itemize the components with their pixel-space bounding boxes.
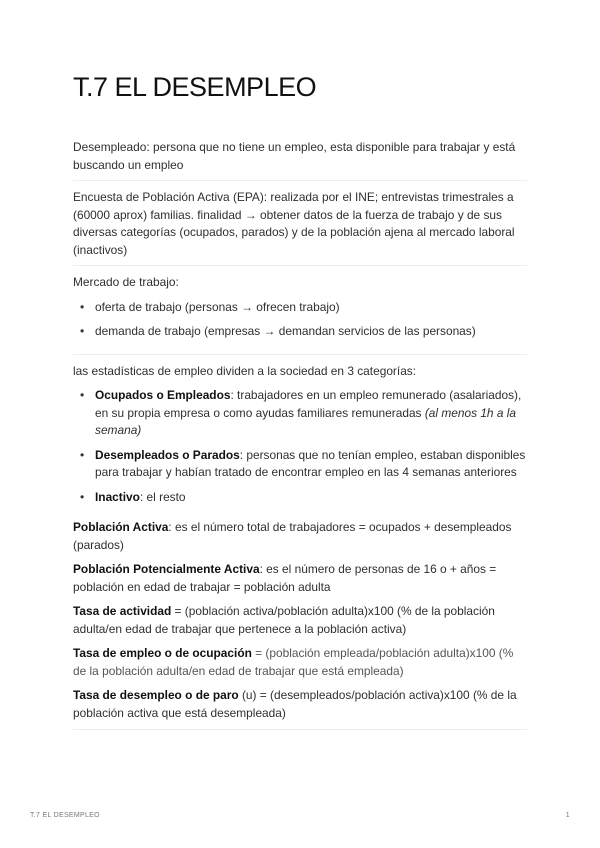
divider bbox=[73, 354, 527, 355]
page-title: T.7 EL DESEMPLEO bbox=[73, 72, 317, 102]
tasa-desempleo-definition: Tasa de desempleo o de paro (u) = (desempleados/población activa)x100 (% de la población activa que está desempleada) bbox=[73, 688, 517, 720]
tasa-empleo-definition: Tasa de empleo o de ocupación = (población empleada/población adulta)x100 (% de la población adulta/en edad de trabajar que está empleada) bbox=[73, 646, 514, 678]
mercado-list bbox=[73, 299, 527, 341]
page-number: 1 bbox=[565, 812, 570, 819]
desempleados-term: Desempleados o Parados bbox=[95, 447, 240, 462]
document-body bbox=[73, 137, 527, 736]
mercado-heading: Mercado de trabajo: bbox=[73, 275, 179, 289]
categorias-list bbox=[73, 387, 527, 506]
ocupados-term: Ocupados o Empleados bbox=[95, 388, 231, 402]
bullet-icon: • bbox=[80, 324, 85, 338]
ocupados-note: (al menos 1h a la semana) bbox=[95, 405, 517, 437]
inactivo-term: Inactivo bbox=[95, 489, 140, 504]
page-footer bbox=[30, 812, 570, 819]
list-item: • demanda de trabajo (empresas → demandan servicios de las personas) bbox=[73, 323, 527, 341]
categorias-heading: las estadísticas de empleo dividen a la sociedad en 3 categorías: bbox=[73, 363, 417, 378]
list-item: • Ocupados o Empleados: trabajadores en un empleo remunerado (asalariados), en su propia empresa o como ayudas familiares remuneradas (al menos 1h a la semana) bbox=[80, 388, 522, 437]
epa-paragraph: Encuesta de Población Activa (EPA): realizada por el INE; entrevistas trimestrales a (60000 aprox) familias. finalidad → obtener datos de la fuerza de trabajo y de sus diversas categorías (ocupados, parados) y de la población ajena al mercado laboral (inactivos) bbox=[73, 190, 515, 257]
poblacion-potencialmente-activa-definition: Población Potencialmente Activa: es el número de personas de 16 o + años = población en edad de trabajar = población adulta bbox=[73, 562, 497, 594]
list-item: • oferta de trabajo (personas → ofrecen trabajo) bbox=[73, 299, 527, 317]
mercado-section bbox=[73, 272, 527, 354]
footer-label: T.7 EL DESEMPLEO bbox=[30, 812, 100, 819]
bullet-icon: • bbox=[80, 447, 85, 462]
tasa-actividad-definition: Tasa de actividad = (población activa/población adulta)x100 (% de la población adulta/en edad de trabajar que pertenece a la población activa) bbox=[73, 604, 495, 636]
list-item: • Inactivo: el resto bbox=[73, 489, 527, 507]
categorias-section bbox=[73, 361, 527, 520]
bullet-icon: • bbox=[80, 299, 85, 314]
divider bbox=[73, 729, 527, 730]
desempleado-definition: Desempleado: persona que no tiene un empleo, esta disponible para trabajar y está buscando un empleo bbox=[73, 140, 516, 172]
bullet-icon: • bbox=[80, 489, 85, 504]
poblacion-activa-definition: Población Activa: es el número total de trabajadores = ocupados + desempleados (parados) bbox=[73, 520, 512, 552]
list-item: • Desempleados o Parados: personas que no tenían empleo, estaban disponibles para trabajar y habían tratado de encontrar empleo en las 4 semanas anteriores bbox=[80, 447, 526, 479]
divider bbox=[73, 180, 527, 181]
divider bbox=[73, 265, 527, 266]
bullet-icon: • bbox=[80, 388, 85, 402]
